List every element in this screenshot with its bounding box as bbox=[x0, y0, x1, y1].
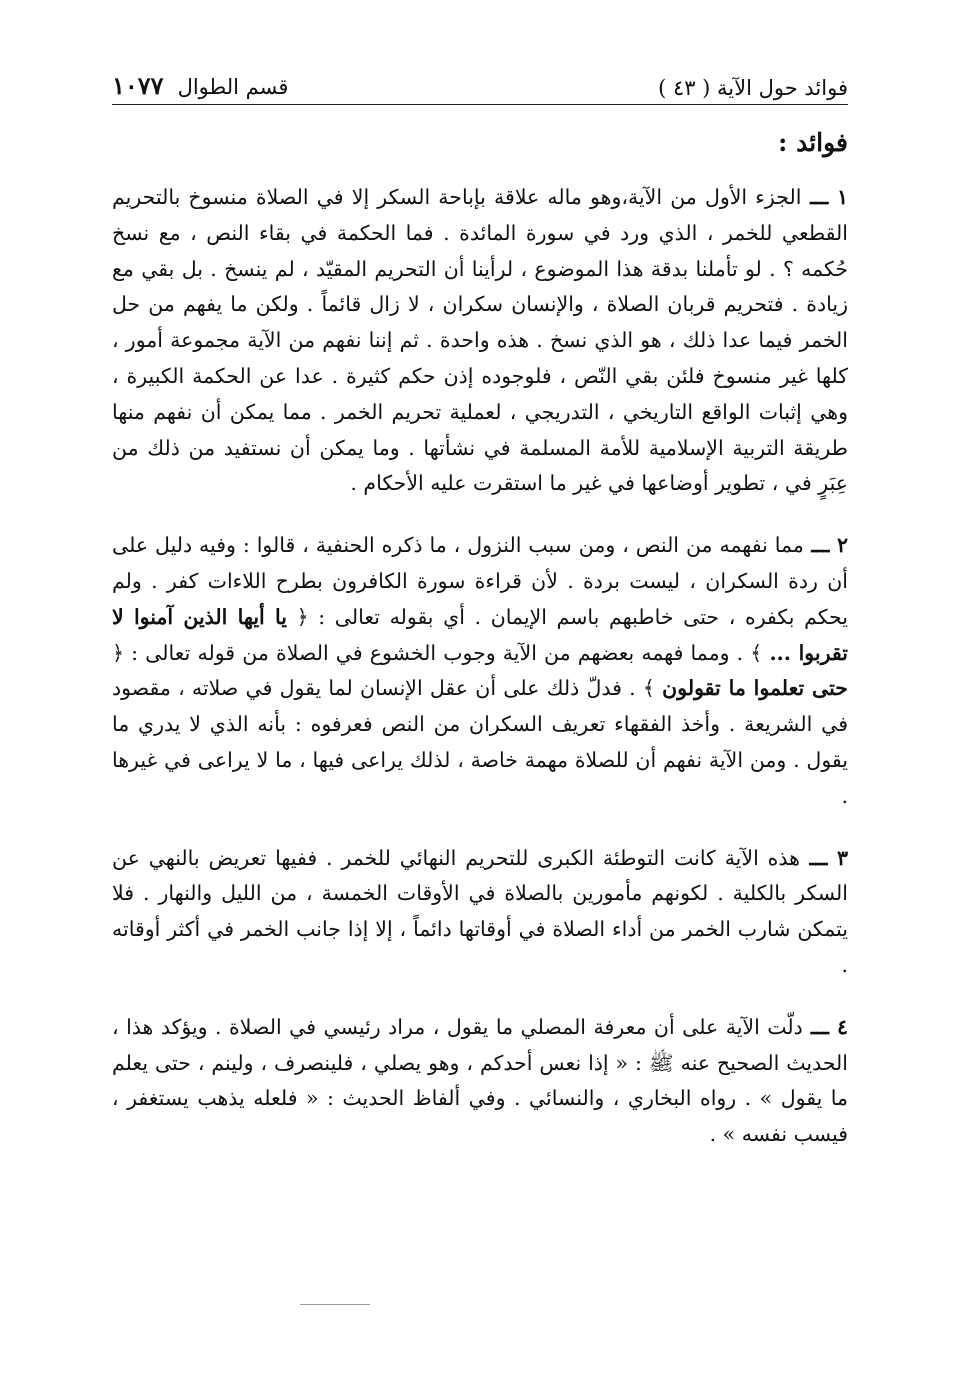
bottom-mark bbox=[300, 1304, 370, 1305]
paragraph-text: مما نفهمه من النص ، ومن سبب النزول ، ما ذكره الحنفية ، قالوا : وفيه دليل على أن ردة السكران ، ليست بردة . لأن قراءة سورة الكافرون بطرح اللاءات كفر . ولم يحكم بكفره ، حتى خاطبهم باسم الإيمان . أي بقوله تعالى : ﴿ bbox=[112, 533, 848, 629]
header-side bbox=[112, 71, 288, 100]
paragraph-number: ٢ ـــ bbox=[803, 533, 848, 558]
paragraph bbox=[112, 1010, 848, 1153]
header-section: قسم الطوال bbox=[177, 75, 289, 99]
paragraph bbox=[112, 528, 848, 814]
body-text bbox=[112, 180, 848, 1179]
header-title: فوائد حول الآية ( ٤٣ ) bbox=[658, 76, 848, 100]
paragraph-number: ٣ ـــ bbox=[799, 845, 848, 870]
paragraph-text: دلّت الآية على أن معرفة المصلي ما يقول ، مراد رئيسي في الصلاة . ويؤكد هذا ، الحديث الصحيح عنه ﷺ : « إذا نعس أحدكم ، وهو يصلي ، فلينصرف ، ولينم ، حتى يعلم ما يقول » . رواه البخاري ، والنسائي . وفي ألفاظ الحديث : « فلعله يذهب يستغفر ، فيسب نفسه » . bbox=[112, 1014, 848, 1147]
quran-quote: يا أيها الذين آمنوا لا تقربوا ... bbox=[112, 604, 848, 665]
paragraph-number: ١ ـــ bbox=[801, 185, 848, 209]
paragraph-text: ﴾ . فدلّ ذلك على أن عقل الإنسان لما يقول في صلاته ، مقصود في الشريعة . وأخذ الفقهاء تعريف السكران من النص فعرفوه : بأنه الذي لا يدري ما يقول . ومن الآية نفهم أن للصلاة مهمة خاصة ، لذلك يراعى فيها ، ما لا يراعى في غيرها . bbox=[112, 676, 848, 808]
paragraph bbox=[112, 841, 848, 984]
paragraph-text: الجزء الأول من الآية،وهو ماله علاقة بإباحة السكر إلا في الصلاة منسوخ بالتحريم القطعي للخمر ، الذي ورد في سورة المائدة . فما الحكمة في بقاء النص ، مع نسخ حُكمه ؟ . لو تأملنا بدقة هذا الموضوع ، لرأينا أن التحريم المقيّد ، لم ينسخ . بل بقي مع زيادة . فتحريم قربان الصلاة ، والإنسان سكران ، لا زال قائماً . ولكن ما يفهم من حل الخمر فيما عدا ذلك ، هو الذي نسخ . هذه واحدة . ثم إننا نفهم من الآية مجموعة أمور ، كلها غير منسوخ فلئن بقي النّص ، فلوجوده إذن حكم كثيرة . عدا عن الحكمة الكبيرة ، وهي إثبات الواقع التاريخي ، التدريجي ، لعملية تحريم الخمر . مما يمكن أن نفهم منها طريقة التربية الإسلامية للأمة المسلمة في نشأتها . وما يمكن أن نستفيد من ذلك من عِبَرٍ في ، تطوير أوضاعها في غير ما استقرت عليه الأحكام . bbox=[112, 185, 848, 496]
paragraph-text: هذه الآية كانت التوطئة الكبرى للتحريم النهائي للخمر . ففيها تعريض بالنهي عن السكر بالكلية . لكونهم مأمورين بالصلاة في الأوقات الخمسة ، من الليل والنهار . فلا يتمكن شارب الخمر من أداء الصلاة في أوقاتها دائماً ، إلا إذا جانب الخمر في أكثر أوقاته . bbox=[112, 845, 848, 977]
paragraph-number: ٤ ـــ bbox=[802, 1014, 848, 1039]
page-number: ١٠٧٧ bbox=[112, 71, 164, 100]
paragraph-text: ﴾ . ومما فهمه بعضهم من الآية وجوب الخشوع في الصلاة من قوله تعالى : ﴿ bbox=[112, 640, 770, 665]
section-heading: فوائد : bbox=[778, 128, 848, 157]
quran-quote: حتى تعلموا ما تقولون bbox=[662, 676, 848, 701]
paragraph bbox=[112, 180, 848, 502]
page-header bbox=[112, 64, 848, 105]
